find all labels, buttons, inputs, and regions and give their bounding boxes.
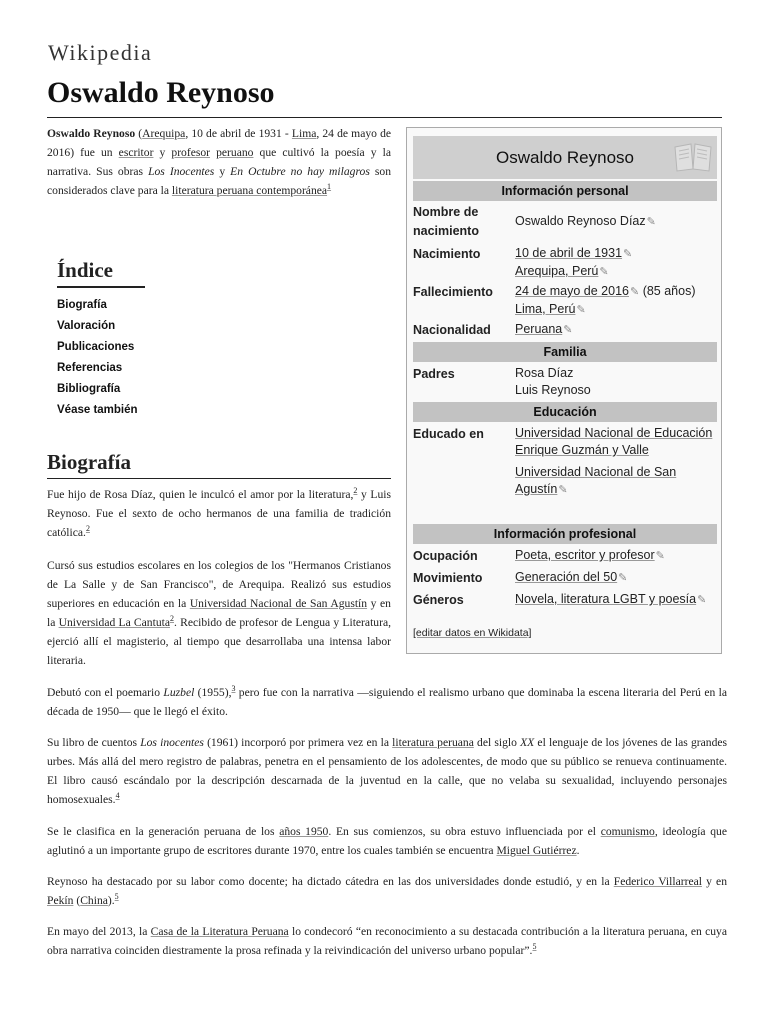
section-heading-biografia: Biografía [47, 450, 131, 474]
link-generos[interactable]: Novela, literatura LGBT y poesía [515, 592, 697, 606]
infobox-label: Nombre de nacimiento [413, 205, 479, 238]
link-unsa[interactable]: Universidad Nacional de San Agustín [189, 597, 368, 610]
table-of-contents [57, 258, 257, 421]
infobox-section-familia: Familia [413, 342, 717, 362]
infobox-row-ocupacion [413, 547, 717, 567]
infobox-value [515, 245, 715, 281]
link-literatura-peruana-2[interactable]: literatura peruana [392, 736, 474, 749]
infobox-row-movimiento [413, 569, 717, 589]
pencil-icon[interactable]: ✎ [655, 550, 665, 562]
title-divider [47, 117, 722, 118]
pencil-icon[interactable]: ✎ [576, 304, 586, 316]
link-death-date[interactable]: 24 de mayo de 2016 [515, 284, 629, 298]
link-arequipa[interactable]: Arequipa [142, 127, 186, 140]
toc-item-vease-tambien[interactable]: Véase también [57, 404, 138, 416]
book-icon [673, 141, 713, 173]
link-pekin[interactable]: Pekín [47, 894, 74, 907]
paragraph-2: Cursó sus estudios escolares en los colegios de los "Hermanos Cristianos de La Salle y de San Francisco", de Arequipa. Realizó sus estudios superiores en educación en la Universidad Nacional de San Agustín y en la Universidad La Cantuta$^2$. Recibido de profesor de Lengua y Literatura, ejerció allí el magisterio, al tiempo que desarrollaba una intensa labor literaria. [47, 559, 391, 667]
paragraph-1: Fue hijo de Rosa Díaz, quien le inculcó el amor por la literatura,$^2$ y Luis Reynoso. Fue el sexto de ocho hermanos de una familia de tradición católica.$^2$ [47, 486, 391, 539]
reference-3[interactable]: 3 [231, 684, 236, 694]
infobox-row-nacionalidad [413, 321, 717, 341]
toc-item-referencias[interactable]: Referencias [57, 362, 123, 374]
link-lima[interactable]: Lima [291, 127, 317, 140]
link-miguel-gutierrez[interactable]: Miguel Gutiérrez [496, 844, 577, 857]
link-ocupacion[interactable]: Poeta, escritor y profesor [515, 548, 655, 562]
infobox-row-padres [413, 365, 717, 401]
link-casa-literatura[interactable]: Casa de la Literatura Peruana [150, 925, 289, 938]
page-title: Oswaldo Reynoso [47, 76, 275, 109]
link-la-cantuta[interactable]: Universidad La Cantuta [58, 616, 170, 629]
infobox-row-nacimiento [413, 245, 717, 281]
infobox-label: Padres [413, 367, 455, 381]
lead-paragraph: Oswaldo Reynoso (Arequipa, 10 de abril de 1931 - Lima, 24 de mayo de 2016) fue un escritor y profesor peruano que cultivó la poesía y la narrativa. Sus obras Los Inocentes y En Octubre no hay milagros son considerados clave para la literatura peruana contemporánea$^1$ [47, 127, 392, 197]
infobox-label: Fallecimiento [413, 285, 493, 299]
link-birth-place[interactable]: Arequipa, Perú [515, 264, 599, 278]
reference-4[interactable]: 4 [115, 791, 120, 801]
infobox-row-educado [413, 425, 717, 517]
link-peruano[interactable]: peruano [216, 146, 254, 159]
link-birth-date[interactable]: 10 de abril de 1931 [515, 246, 623, 260]
infobox-value [515, 321, 715, 339]
link-comunismo[interactable]: comunismo [600, 825, 655, 838]
infobox-row-generos [413, 591, 717, 625]
infobox-value [515, 425, 715, 499]
infobox-value: Oswaldo Reynoso Díaz✎ [515, 214, 656, 228]
infobox-value: 24 de mayo de 2016✎ (85 años) Lima, Perú✎ [515, 284, 696, 316]
link-anos-1950[interactable]: años 1950 [279, 825, 329, 838]
pencil-icon[interactable]: ✎ [558, 484, 568, 496]
infobox-value [515, 591, 715, 609]
infobox-row-fallecimiento [413, 283, 717, 319]
infobox [406, 127, 722, 654]
link-movimiento[interactable]: Generación del 50 [515, 570, 618, 584]
reference-5[interactable]: 5 [114, 892, 119, 902]
pencil-icon[interactable]: ✎ [646, 216, 656, 228]
link-une[interactable]: Universidad Nacional de Educación Enrique Guzmán y Valle [515, 426, 713, 457]
reference-2[interactable]: 2 [170, 614, 174, 624]
pencil-icon[interactable]: ✎ [599, 266, 609, 278]
infobox-value [515, 569, 715, 587]
link-federico-villarreal[interactable]: Federico Villarreal [613, 875, 702, 888]
pencil-icon[interactable]: ✎ [623, 248, 633, 260]
infobox-label: Nacimiento [413, 247, 481, 261]
toc-divider [57, 286, 145, 288]
pencil-icon[interactable]: ✎ [563, 324, 573, 336]
paragraph-7: En mayo del 2013, la Casa de la Literatura Peruana lo condecoró “en reconocimiento a su destacada contribución a la literatura peruana, en cuya obra narrativa coinciden diestramente la prosa refinada y la reivindicación del universo urbano popular”.$^5$ [47, 925, 727, 957]
paragraph-3: Debutó con el poemario Luzbel (1955),$^3$ pero fue con la narrativa —siguiendo el realismo urbano que dominaba la escena literaria del Perú en la década de 1950— que le llegó el éxito. [47, 684, 727, 718]
toc-item-publicaciones[interactable]: Publicaciones [57, 341, 135, 353]
infobox-section-profesional: Información profesional [413, 524, 717, 544]
edit-wikidata-link[interactable]: [editar datos en Wikidata] [413, 627, 532, 639]
link-unsa-infobox[interactable]: Universidad Nacional de San Agustín [515, 465, 677, 496]
paragraph-4: Su libro de cuentos Los inocentes (1961) incorporó por primera vez en la literatura peruana del siglo XX el lenguaje de los jóvenes de las grandes urbes. Más allá del mero registro de palabras, penetra en el pensamiento de los adolescentes, de modo que su público se renueva continuamente. El libro causó escándalo por la descripción descarnada de la juventud en la calle, que no velaba su sexualidad, incluyendo personajes homosexuales.$^4$ [47, 736, 728, 806]
infobox-label: Nacionalidad [413, 323, 491, 337]
reference-2[interactable]: 2 [353, 486, 358, 496]
infobox-label: Géneros [413, 593, 464, 607]
reference-1[interactable]: 1 [327, 182, 332, 192]
infobox-value [515, 547, 715, 565]
toc-item-valoracion[interactable]: Valoración [57, 320, 116, 332]
infobox-section-educacion: Educación [413, 402, 717, 422]
paragraph-6: Reynoso ha destacado por su labor como docente; ha dictado cátedra en las dos universidades donde estudió, y en la Federico Villarreal y en Pekín (China).$^5$ [47, 875, 727, 907]
link-escritor[interactable]: escritor [118, 146, 154, 159]
lead-name: Oswaldo Reynoso [47, 127, 136, 140]
infobox-title: Oswaldo Reynoso [413, 136, 717, 179]
infobox-label: Educado en [413, 427, 484, 441]
toc-item-biografia[interactable]: Biografía [57, 299, 107, 311]
infobox-value: Rosa Díaz Luis Reynoso [515, 366, 591, 397]
pencil-icon[interactable]: ✎ [697, 594, 707, 606]
infobox-label: Ocupación [413, 549, 478, 563]
infobox-section-personal: Información personal [413, 181, 717, 201]
link-death-place[interactable]: Lima, Perú [515, 302, 576, 316]
reference-5[interactable]: 5 [532, 942, 537, 952]
toc-title: Índice [57, 258, 114, 282]
infobox-label: Movimiento [413, 571, 483, 585]
toc-item-bibliografia[interactable]: Bibliografía [57, 383, 121, 395]
wikipedia-logo[interactable]: Wikipedia [48, 40, 153, 65]
link-china[interactable]: China [80, 894, 108, 907]
pencil-icon[interactable]: ✎ [629, 286, 640, 298]
link-profesor[interactable]: profesor [171, 146, 211, 159]
infobox-row-nombre [413, 203, 717, 243]
reference-2[interactable]: 2 [85, 524, 90, 534]
paragraph-5: Se le clasifica en la generación peruana de los años 1950. En sus comienzos, su obra estuvo influenciada por el comunismo, ideología que aglutinó a un importante grupo de escritores durante 1970, entre los cuales también se encuentra Miguel Gutiérrez. [47, 825, 727, 857]
pencil-icon[interactable]: ✎ [618, 572, 628, 584]
section-divider [47, 478, 391, 479]
link-literatura-peruana[interactable]: literatura peruana contemporánea [171, 184, 328, 197]
link-nacionalidad[interactable]: Peruana [515, 322, 563, 336]
